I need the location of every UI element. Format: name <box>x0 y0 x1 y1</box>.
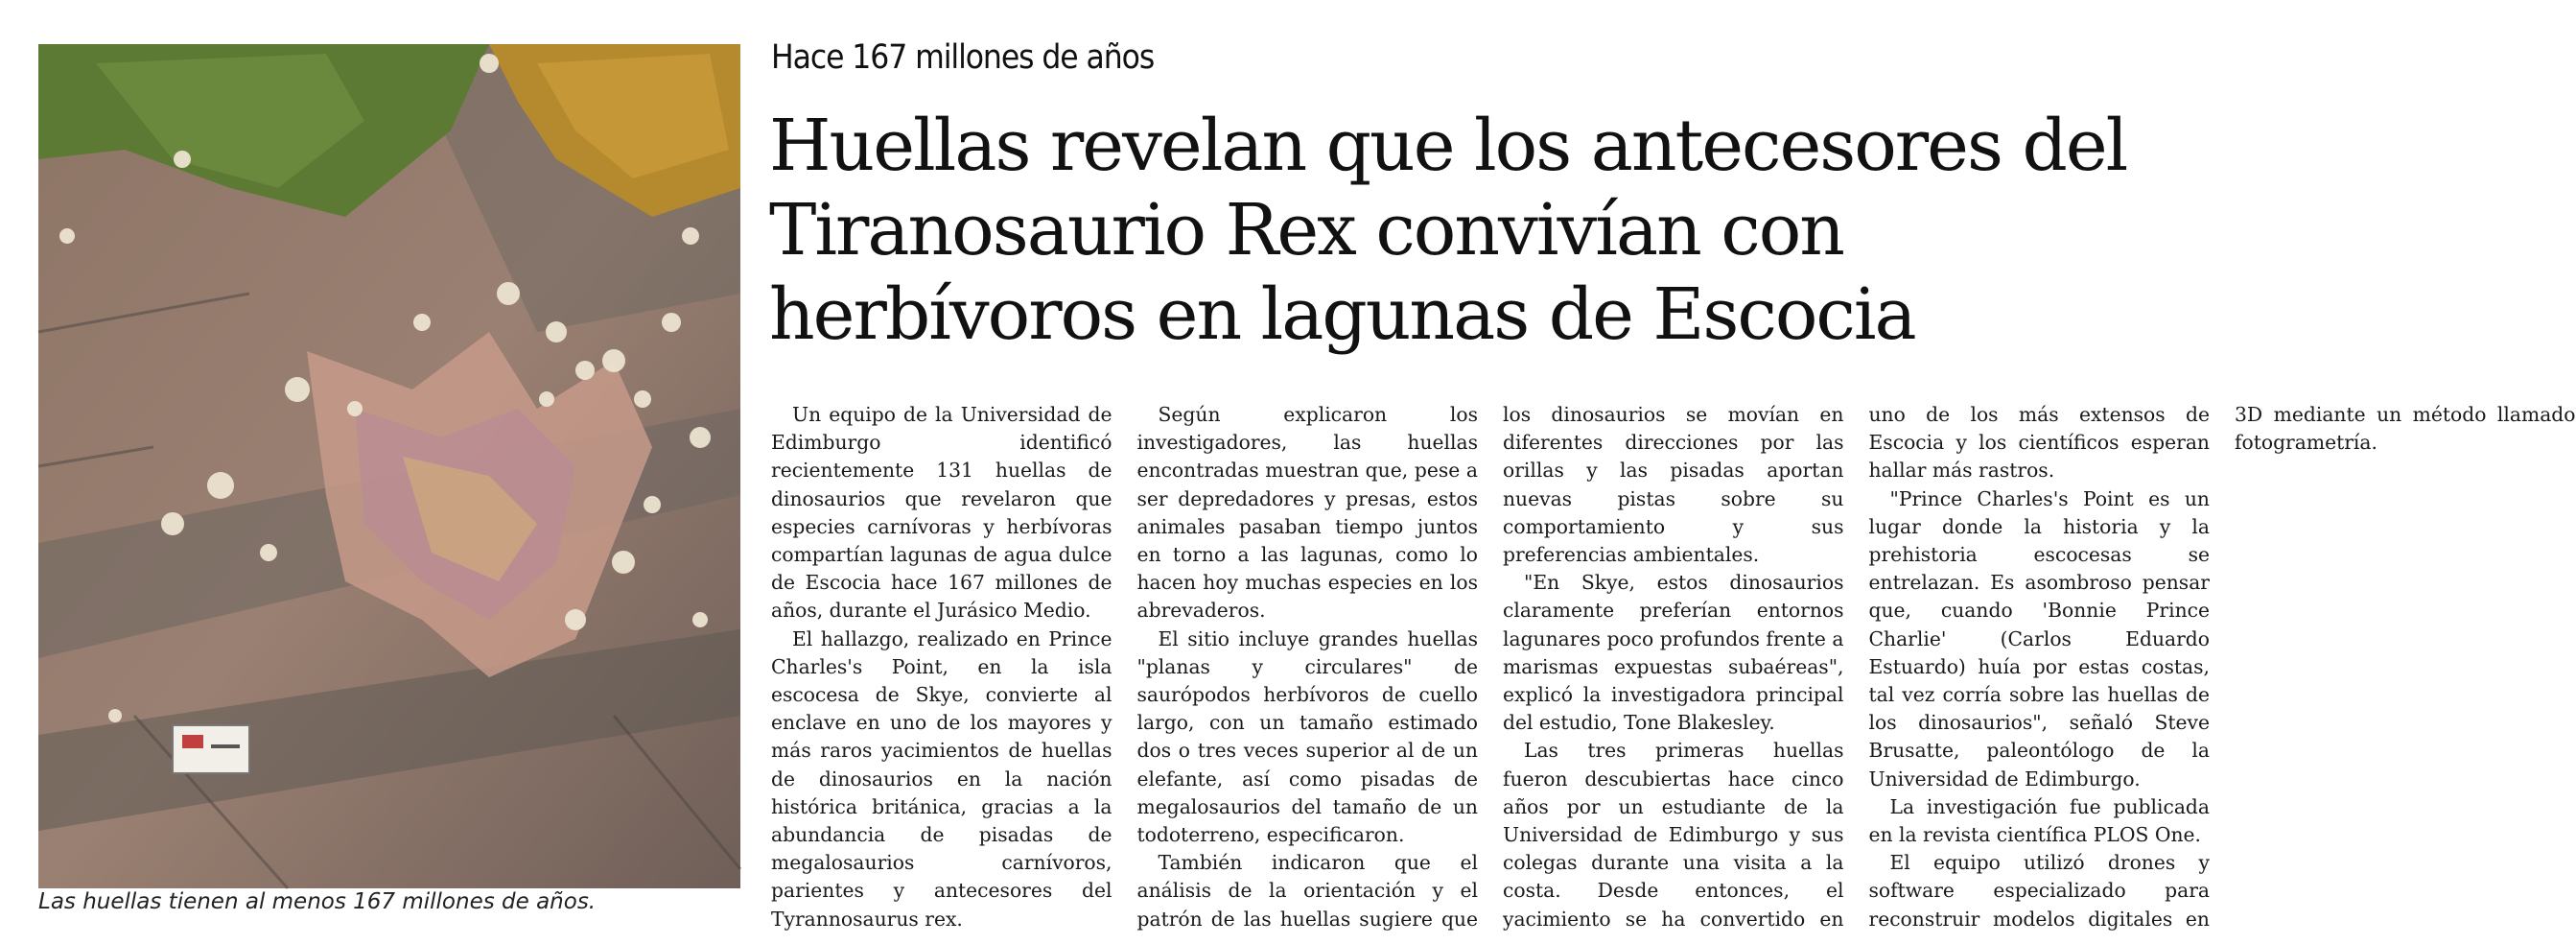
footprint-rock-image <box>38 44 740 888</box>
paragraph: También indicaron que el análisis de la orientación y el patrón de las huellas sugiere que los dinosaurios se movían en diferentes direcciones por las orillas y las pisadas aportan nuevas pistas sobre su comportamiento y sus preferencias ambientales. <box>1136 403 1844 931</box>
photo-caption: Las huellas tienen al menos 167 millones de años. <box>38 889 597 914</box>
paragraph: El hallazgo, realizado en Prince Charles's Point, en la isla escocesa de Skye, convierte al enclave en uno de los mayores y más raros yacimientos de huellas de dinosaurios en la nación histórica británica, gracias a la abundancia de pisadas de megalosaurios carnívoros, parientes y antecesores del Tyrannosaurus rex. <box>771 626 1112 931</box>
dinosaur-footprint-photo <box>38 44 740 888</box>
kicker: Hace 167 millones de años <box>771 38 1155 77</box>
paragraph: La investigación fue publicada en la revista científica PLOS One. <box>1868 794 2210 847</box>
paragraph: "Prince Charles's Point es un lugar donde la historia y la prehistoria escocesas se entrelazan. Es asombroso pensar que, cuando 'Bonnie Prince Charlie' (Carlos Eduardo Estuardo) huía por estas costas, tal vez corría sobre las huellas de los dinosaurios", señaló Steve Brusatte, paleontólogo de la Universidad de Edimburgo. <box>1868 486 2210 791</box>
paragraph: El equipo utilizó drones y software especializado para reconstruir modelos digitales en 3D mediante un método llamado fotogrametría. <box>1868 403 2576 931</box>
article-body <box>771 401 2576 938</box>
paragraph: Las tres primeras huellas fueron descubiertas hace cinco años por un estudiante de la Universidad de Edimburgo y sus colegas durante una visita a la costa. Desde entonces, el yacimiento se ha convertido en uno de los más extensos de Escocia y los científicos esperan hallar más rastros. <box>1503 403 2210 931</box>
paragraph: El sitio incluye grandes huellas "planas y circulares" de saurópodos herbívoros de cuello largo, con un tamaño estimado dos o tres veces superior al de un elefante, así como pisadas de megalosaurios del tamaño de un todoterreno, especificaron. <box>1136 626 1478 847</box>
headline: Huellas revelan que los antecesores del Tiranosaurio Rex convivían con herbívoros en lagunas de Escocia <box>769 105 2127 356</box>
paragraph: "En Skye, estos dinosaurios claramente preferían entornos lagunares poco profundos frente a marismas expuestas subaéreas", explicó la investigadora principal del estudio, Tone Blakesley. <box>1503 571 1844 735</box>
paragraph: Según explicaron los investigadores, las huellas encontradas muestran que, pese a ser depredadores y presas, estos animales pasaban tiempo juntos en torno a las lagunas, como lo hacen hoy muchas especies en los abrevaderos. <box>1136 403 1478 623</box>
paragraph: Un equipo de la Universidad de Edimburgo identificó recientemente 131 huellas de dinosaurios que revelaron que especies carnívoras y herbívoras compartían lagunas de agua dulce de Escocia hace 167 millones de años, durante el Jurásico Medio. <box>771 403 1112 623</box>
